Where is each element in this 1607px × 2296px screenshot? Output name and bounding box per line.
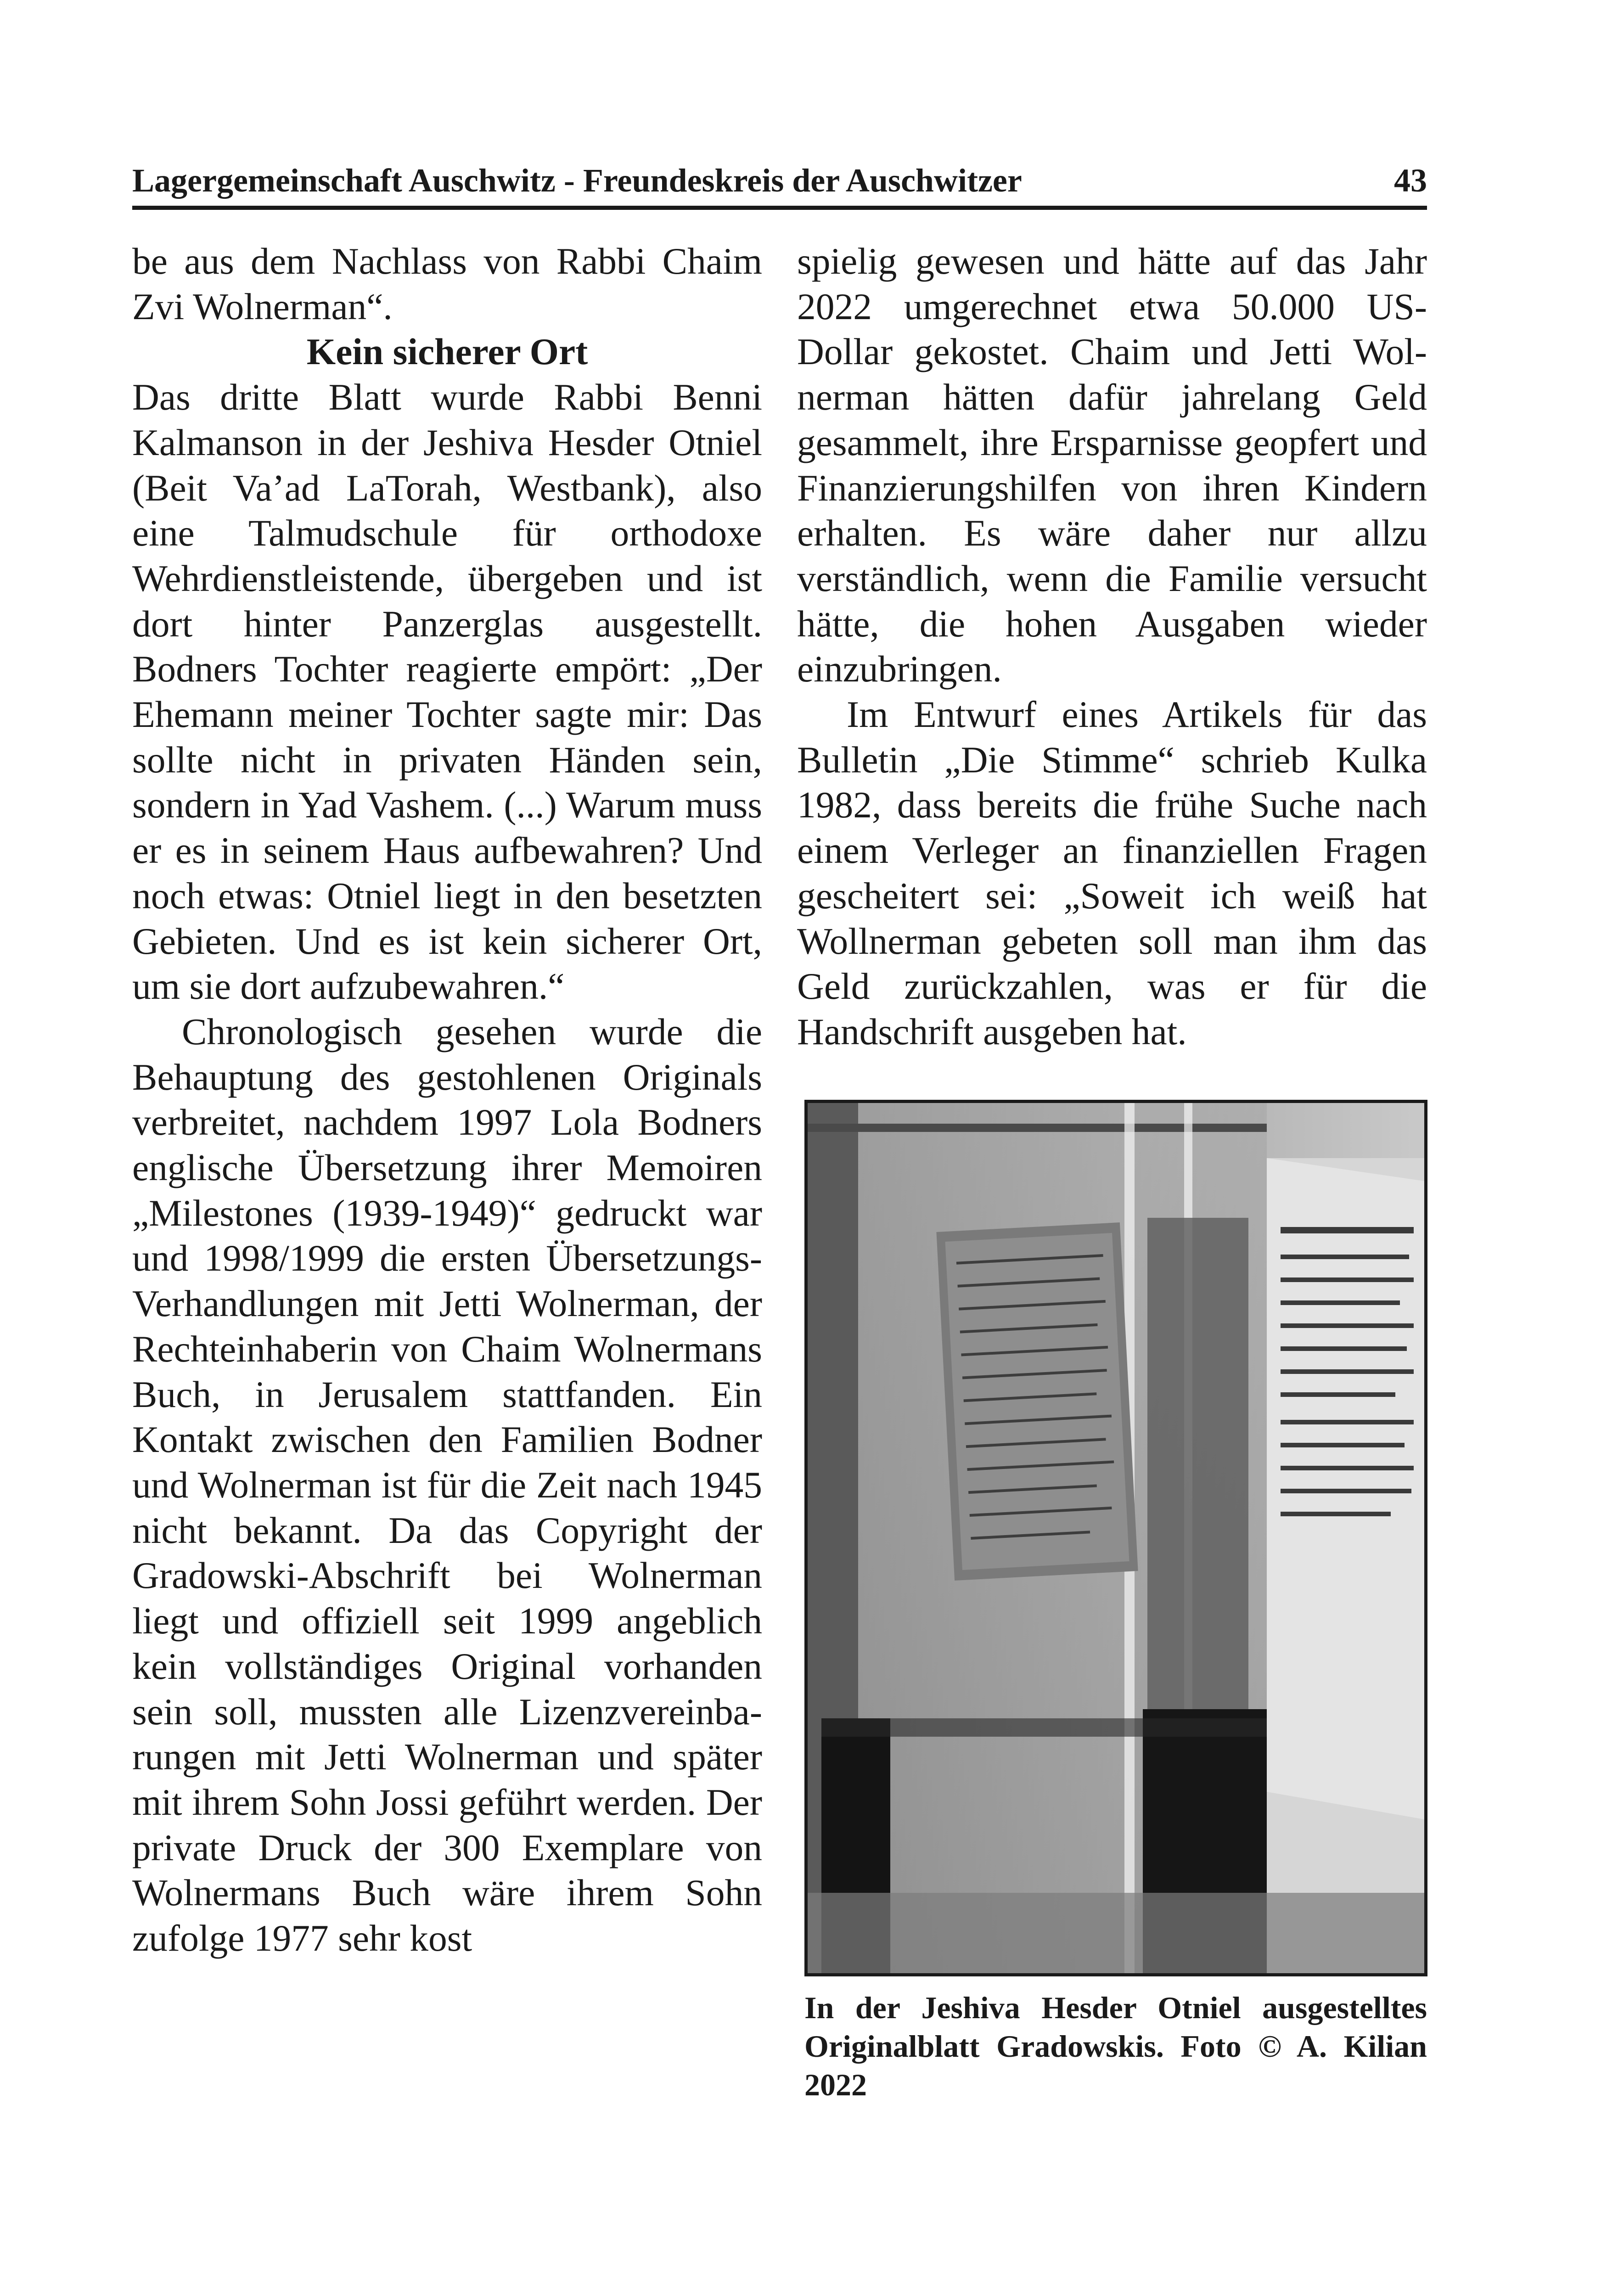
running-title: Lagergemeinschaft Auschwitz - Freundeskreis der Auschwitzer	[132, 162, 1022, 199]
paragraph: spielig gewesen und hätte auf das Jahr 2022 umgerechnet etwa 50.000 US-Dollar gekostet. Chaim und Jetti Wolnerman hätten dafür jahrelang Geld gesammelt, ihre Ersparnisse geopfert und Finanzierungshilfen von ihren Kindern erhalten. Es wäre daher nur allzu verständlich, wenn die Familie versucht hätte, die hohen Ausgaben wieder einzubringen.	[797, 240, 1427, 690]
section-heading: Kein sicherer Ort	[306, 331, 588, 373]
paragraph: be aus dem Nachlass von Rabbi Chaim Zvi Wolnerman“.	[132, 240, 762, 327]
photo-illustration	[808, 1103, 1424, 1973]
paragraph: Im Entwurf eines Artikels für das Bulletin „Die Stimme“ schrieb Kulka 1982, dass bereits die frühe Suche nach einem Verleger an finanziellen Fragen gescheitert sei: „Soweit ich weiß hat Wollnerman gebeten soll man ihm das Geld zurückzahlen, was er für die Handschrift ausgeben hat.	[797, 693, 1427, 1052]
page-number: 43	[1394, 162, 1427, 199]
running-header	[132, 158, 1427, 203]
paragraph: Das dritte Blatt wurde Rabbi Benni Kalmanson in der Jeshiva Hesder Otniel (Beit Va’ad LaTorah, Westbank), also eine Talmudschule für orthodoxe Wehrdienstleistende, übergeben und ist dort hinter Panzerglas ausgestellt. Bodners Tochter reagierte empört: „Der Ehemann meiner Tochter sagte mir: Das sollte nicht in privaten Händen sein, sondern in Yad Vashem. (...) Warum muss er es in seinem Haus aufbewahren? Und noch etwas: Otniel liegt in den besetzten Gebieten. Und es ist kein sicherer Ort, um sie dort aufzubewahren.“	[132, 376, 762, 1007]
figure-caption: In der Jeshiva Hesder Otniel ausgestelltes Originalblatt Gradowskis. Foto © A. Kilian 2022	[804, 1990, 1427, 2102]
exhibit-photo	[804, 1100, 1427, 1976]
right-column	[797, 239, 1427, 1055]
left-column	[132, 239, 762, 1961]
header-rule	[132, 206, 1427, 210]
paragraph: Chronologisch gesehen wurde die Behauptung des gestohlenen Originals verbreitet, nachdem 1997 Lola Bodners englische Übersetzung ihrer Memoiren „Milestones (1939-1949)“ gedruckt war und 1998/1999 die ersten Übersetzungs-Verhandlungen mit Jetti Wolnerman, der Rechteinhaberin von Chaim Wolnermans Buch, in Jerusalem stattfanden. Ein Kontakt zwischen den Familien Bodner und Wolnerman ist für die Zeit nach 1945 nicht bekannt. Da das Copyright der Gradowski-Abschrift bei Wolnerman liegt und offiziell seit 1999 angeblich kein vollständiges Original vorhanden sein soll, mussten alle Lizenzvereinbarungen mit Jetti Wolnerman und später mit ihrem Sohn Jossi geführt werden. Der private Druck der 300 Exemplare von Wolnermans Buch wäre ihrem Sohn zufolge 1977 sehr kost	[132, 1010, 762, 1959]
